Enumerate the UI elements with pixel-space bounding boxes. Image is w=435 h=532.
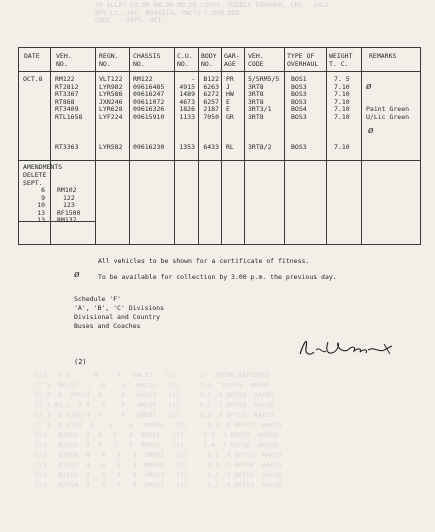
list-item: 10 <box>37 201 45 209</box>
table-cell: 09611072 <box>133 97 165 106</box>
table-cell: - <box>191 75 195 83</box>
table-cell: 6257 <box>203 97 219 106</box>
list-item: RM102 <box>57 186 77 194</box>
table-cell: LYR586 <box>99 90 123 98</box>
column-veh-code <box>248 76 279 121</box>
table-cell: E <box>226 105 230 113</box>
table-cell: VLT122 <box>99 75 123 83</box>
table-cell: BOS4 <box>291 105 307 113</box>
header-weight: WEIGHT T. C. <box>329 52 353 68</box>
table-cell: 4673 <box>179 97 195 106</box>
table-cell: BOS3 <box>291 97 307 106</box>
column-garage <box>226 76 234 121</box>
list-item: 9 <box>41 193 45 202</box>
table-cell: RM122 <box>133 75 153 83</box>
table-cell: 1826 <box>179 105 195 113</box>
table-cell: LYR982 <box>99 82 123 91</box>
table-cell: RT868 <box>55 97 75 106</box>
table-cell: 7.10 <box>334 90 350 98</box>
table-cell: BOS3 <box>291 90 307 98</box>
table-cell: 4915 <box>179 82 195 91</box>
table-cell: 3RT8 <box>248 82 264 91</box>
amendment-vehicles <box>57 187 80 225</box>
table-cell: 1353 <box>179 143 195 151</box>
list-item: 123 <box>63 201 75 209</box>
table-cell: RT2812 <box>55 82 79 91</box>
table-cell: 09616485 <box>133 82 165 91</box>
list-item: 13 <box>37 208 45 217</box>
list-item: 6 <box>41 186 45 194</box>
handwritten-signature <box>296 332 401 362</box>
amendments-heading: AMENDMENTS DELETE SEPT. <box>23 163 63 187</box>
list-item: 13 <box>37 216 45 224</box>
header-regn-no: REGN. NO. <box>99 52 119 68</box>
table-cell: 7.10 <box>334 105 350 113</box>
table-cell: 5/5RM5/5 <box>248 75 280 83</box>
table-cell: 3RT8/2 <box>248 143 272 151</box>
table-cell: 7.10 <box>334 97 350 106</box>
table-cell: 1489 <box>179 90 195 98</box>
table-cell: RTL1658 <box>55 112 83 121</box>
header-garage: GAR- AGE <box>224 52 240 68</box>
table-cell: 7.10 <box>334 82 350 91</box>
table-cell: 3RT8 <box>248 97 264 106</box>
table-cell: BOS3 <box>291 112 307 121</box>
table-cell: 09615910 <box>133 112 165 121</box>
entry-date: OCT.8 <box>23 75 43 83</box>
table-cell: HW <box>226 90 234 98</box>
header-body-no: BODY NO. <box>201 52 217 68</box>
table-cell: 6433 <box>203 143 219 151</box>
table-cell: 3RT8 <box>248 112 264 121</box>
table-cell: BOS3 <box>291 82 307 91</box>
column-regn-no <box>99 76 122 121</box>
table-cell: 7.10 <box>334 112 350 121</box>
note-certificate: All vehicles to be shown for a certificate of fitness. <box>98 257 310 265</box>
remark-mark: ø <box>368 126 374 136</box>
table-cell: RT3363 <box>55 143 79 151</box>
table-cell: 09616326 <box>133 105 165 113</box>
table-cell: GR <box>226 112 234 121</box>
table-cell: 3RT8 <box>248 90 264 98</box>
vehicle-schedule-table <box>18 47 421 245</box>
table-cell: BOS3 <box>291 143 307 151</box>
table-cell: RT3367 <box>55 90 79 98</box>
show-through-text-top: T0 ALLAT CO.DR NW.DR NO.DR COUTY, MIDDLE STRAHEN, CHS.. DALL EPY LL..JAC. BOASSTAL PACTS C.DSR.DDE CODE ...SEPT.-OCT.. <box>95 2 330 24</box>
table-cell: LYR582 <box>99 143 123 151</box>
column-overhaul-type <box>291 76 307 121</box>
table-cell: 2187 <box>203 105 219 113</box>
column-remarks <box>366 76 409 121</box>
table-cell: J <box>226 82 230 91</box>
table-cell: LYR628 <box>99 105 123 113</box>
column-cu-no <box>177 76 195 121</box>
table-cell: 1133 <box>179 112 195 121</box>
table-cell: 09616230 <box>133 143 165 151</box>
table-cell: 7. 5 <box>334 75 350 83</box>
header-veh-code: VEH. CODE <box>248 52 264 68</box>
table-cell: PR <box>226 75 234 83</box>
column-veh-no <box>55 76 82 121</box>
page-number: (2) <box>74 358 87 366</box>
table-cell: JXN246 <box>99 97 123 106</box>
table-cell: BOS1 <box>291 75 307 83</box>
header-chassis-no: CHASSIS NO. <box>133 52 161 68</box>
show-through-text-bottom: 7/1 4 S 4 1 BALS3 (2) 17 PREND SAFEENED 7/ 1 BALS3 1 4 1 BALS3 (2) 7.1 B1FS9 AAFHO 7/ 3 8 HPS/4 4 4 DASS3 (2) 4.1 .4 BFFS9 AAFRO 7/ 1 81.3 4 4 5 4 AMES6 (2) 9.1 .5 BFFS9 AAFSD 7/ 3 8 H3AS/4 4 4 AMES1 (2) 2.1 .4 BFFS9 AAFSD 7/ 1 8 H1ES 4 4 4 EMES3 (2) 6.3 .0 BFFS9 AAFSD 7/1 B1NS2 4 4 5 4 DMES1 (2) 5.3 .4 BFFS9 AAFSD 7/1 B1NS2 4 4 2 4 DMES2 (2) 7.4 .2 BFFS6 AAFSD 7/2 B3FS4 4 4 4 4 DMES1 (2) 6.1 .4 BFFS2 AAFSD 7/1 B1ES1 4 4 2 4 BMES3 (2) 3.3 .1 BFFS4 AAFSD 7/1 B1ES2 4 4 4 4 AMES3 (2) 1.1 .3 BFFS2 AAFSD 7/1 B3FS4 4 4 4 4 DMES1 (2) 6.1 .4 BFFS3 AAFSD <box>35 371 282 489</box>
table-cell: U/Lic Green <box>366 112 410 121</box>
table-cell: 3RT3/1 <box>248 105 272 113</box>
table-cell: RM122 <box>55 75 75 83</box>
table-cell: 09616247 <box>133 90 165 98</box>
table-cell: 7050 <box>203 112 219 121</box>
list-item: 122 <box>63 193 75 202</box>
amendment-days <box>23 187 45 225</box>
list-item: RF1500 <box>57 208 81 217</box>
table-cell: B122 <box>203 75 219 83</box>
header-veh-no: VEH. NO. <box>56 52 72 68</box>
column-weight <box>334 76 350 121</box>
table-cell: RL <box>226 143 234 151</box>
column-body-no <box>201 76 219 121</box>
table-cell: LYF224 <box>99 112 123 121</box>
header-date: DATE <box>24 52 40 60</box>
note-collection: To be available for collection by 3.00 p.m. the previous day. <box>98 273 337 281</box>
table-cell: RT3409 <box>55 105 79 113</box>
remark-mark: ø <box>366 81 372 92</box>
column-chassis-no <box>133 76 164 121</box>
header-overhaul-type: TYPE OF OVERHAUL <box>287 52 319 68</box>
table-cell: 7.10 <box>334 143 350 151</box>
header-remarks: REMARKS <box>369 52 397 60</box>
note-mark: ø <box>74 270 80 280</box>
schedule-block: Schedule 'F' 'A', 'B', 'C' Divisions Divisional and Country Buses and Coaches <box>74 295 165 330</box>
table-cell: Paint Green <box>366 105 410 113</box>
table-cell: 6263 <box>203 82 219 91</box>
header-cu-no: C.U. NO. <box>177 52 193 68</box>
table-cell: E <box>226 97 230 106</box>
table-cell: 6272 <box>203 90 219 98</box>
list-item: RM137 <box>57 216 77 224</box>
